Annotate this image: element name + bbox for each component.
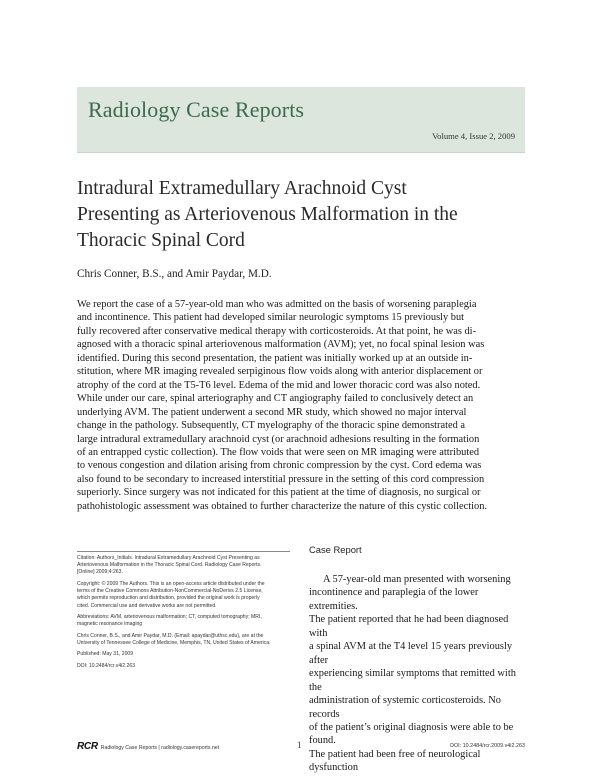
body-line: of the patient’s original diagnosis were able to be found. [309, 721, 514, 747]
article-title-line: Presenting as Arteriovenous Malformation in the [77, 204, 458, 225]
copyright-line: which permits reproduction and distribution, provided the original work is properly [77, 595, 260, 602]
rcr-logo: RCR [77, 741, 98, 752]
abstract-line: superiorly. Since surgery was not indicated for this patient at the time of diagnosis, no surgical or [77, 487, 481, 499]
citation-line: Arteriovenous Malformation in the Thoracic Spinal Cord. Radiology Case Reports. [77, 562, 262, 569]
abstract-line: fully recovered after conservative medical therapy with corticosteroids. At that point, he was di- [77, 325, 477, 337]
footer-doi: DOI: 10.2484/rcr.2009.v4i2.263 [450, 743, 525, 749]
journal-banner [77, 87, 525, 153]
body-line [309, 573, 525, 586]
journal-title: Radiology Case Reports [88, 97, 305, 122]
abstract-line: atrophy of the cord at the T5-T6 level. Edema of the mid and lower thoracic cord was also noted. [77, 379, 481, 391]
abstract [77, 298, 525, 513]
article-title [77, 176, 527, 254]
copyright-line: terms of the Creative Commons Attribution-NonCommercial-NoDerivs 2.5 License, [77, 588, 263, 595]
author-affiliation [77, 633, 289, 647]
citation [77, 555, 289, 577]
body-line: administration of systemic corticosteroids. No records [309, 695, 501, 720]
footer-site: Radiology Case Reports | radiology.casereports.net [100, 745, 220, 751]
info-divider [77, 551, 290, 552]
abstract-line: stitution, where MR imaging revealed serpiginous flow voids along with anterior displacement or [77, 366, 483, 378]
case-report-heading: Case Report [309, 544, 362, 555]
page-number: 1 [297, 740, 302, 750]
article-title-line: Intradural Extramedullary Arachnoid Cyst [77, 178, 407, 199]
author-list: Chris Conner, B.S., and Amir Paydar, M.D. [77, 268, 272, 280]
affiliation-line: University of Tennessee College of Medicine, Memphis, TN, United States of America. [77, 639, 271, 646]
citation-line: [Online] 2009;4:263. [77, 569, 123, 576]
abstract-line: agnosed with a thoracic spinal arteriovenous malformation (AVM); yet, no focal spinal lesion was [77, 339, 485, 351]
abstract-line: also found to be secondary to increased interstitial pressure in the setting of this cord compression [77, 473, 485, 485]
copyright-line: Copyright: © 2009 The Authors. This is an open-access article distributed under the [77, 580, 265, 587]
body-line: incontinence and paraplegia of the lower extremities. [309, 587, 479, 612]
abbreviations-line: Abbreviations: AVM, arteriovenous malformation; CT, computed tomography; MRI, [77, 614, 262, 621]
abstract-line: of an entrapped cystic collection). The flow voids that were seen on MR imaging were attributed [77, 446, 480, 458]
volume-issue: Volume 4, Issue 2, 2009 [432, 131, 515, 141]
footer-left [77, 741, 219, 752]
abstract-line: underlying AVM. The patient underwent a second MR study, which showed no major interval [77, 406, 467, 418]
body-line: The patient had been free of neurological dysfunction [309, 748, 481, 774]
abstract-line: While under our care, spinal arteriography and CT angiography failed to conclusively detect an [77, 393, 474, 405]
abstract-line: pathohistologic assessment was obtained to further characterize the nature of this cystic collection. [77, 500, 488, 512]
abstract-line: We report the case of a 57-year-old man who was admitted on the basis of worsening paraplegia [77, 299, 477, 310]
abbreviations [77, 614, 289, 628]
body-line-text: A 57-year-old man presented with worsening [323, 574, 511, 585]
abstract-line: identified. During this second presentation, the patient was initially worked up at an outside in- [77, 352, 473, 364]
copyright [77, 581, 289, 610]
abstract-line: change in the pathology. Subsequently, CT myelography of the thoracic spine demonstrated a [77, 420, 466, 432]
info-doi: DOI: 10.2484/rcr.v4i2.263 [77, 662, 136, 669]
published-date: Published: May 31, 2009 [77, 651, 134, 658]
body-line: experiencing similar symptoms that remitted with the [309, 668, 516, 693]
article-info-box [77, 555, 289, 674]
body-line: a spinal AVM at the T4 level 15 years previously after [309, 641, 513, 666]
body-line: The patient reported that he had been diagnosed with [309, 614, 509, 639]
copyright-line: cited. Commercial use and derivative works are not permitted. [77, 602, 217, 609]
abstract-line: to venous congestion and dilation arising from chronic compression by the cyst. Cord edema was [77, 460, 482, 472]
affiliation-line: Chris Conner, B.S., and Amir Paydar, M.D. (Email: apaydar@uthsc.edu), are at the [77, 632, 264, 639]
abstract-line: and incontinence. This patient had developed similar neurologic symptoms 15 previously but [77, 312, 465, 324]
article-title-line: Thoracic Spinal Cord [77, 230, 245, 251]
citation-line: Citation: Authors_Initials. Intradural Extramedullary Arachnoid Cyst Presenting as [77, 555, 260, 561]
abstract-line: large intradural extramedullary arachnoid cyst (or arachnoid adhesions resulting in the formation [77, 433, 480, 445]
abbreviations-line: magnetic resonance imaging [77, 621, 143, 628]
